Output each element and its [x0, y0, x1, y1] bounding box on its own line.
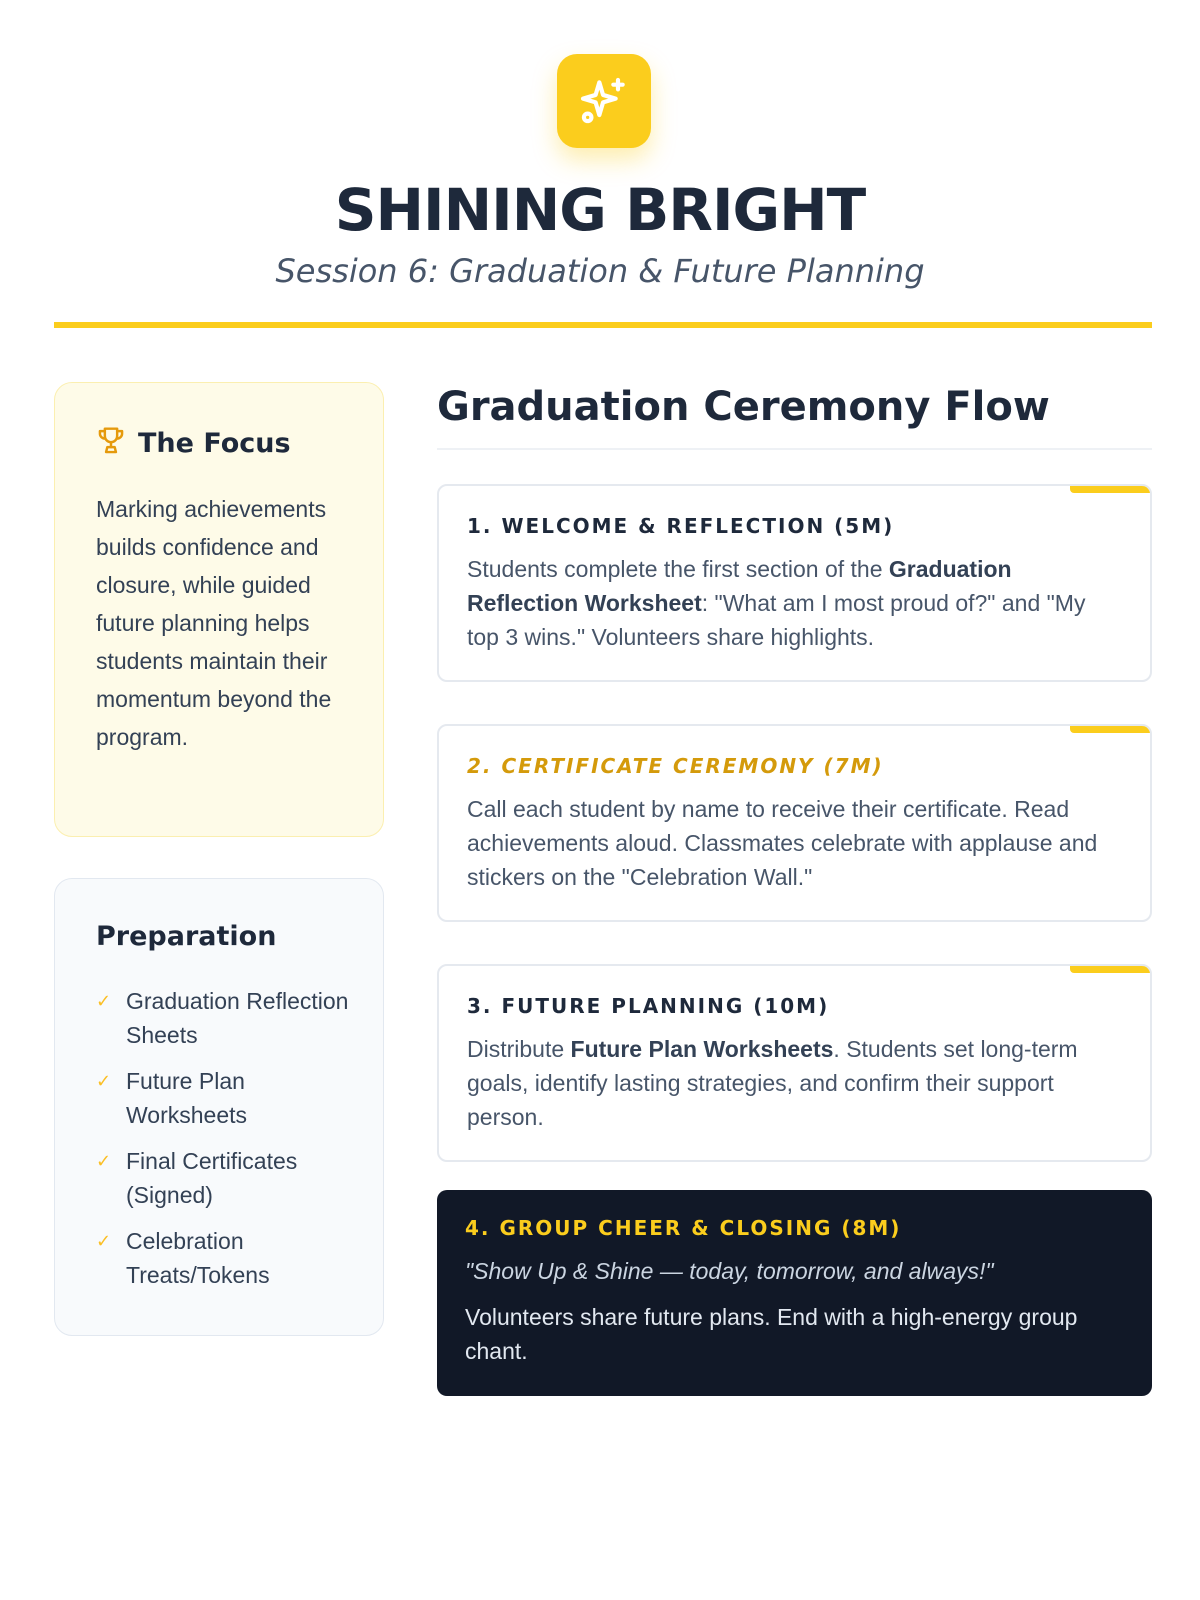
preparation-item-label: Graduation Reflection Sheets [126, 988, 349, 1048]
step-body: Volunteers share future plans. End with a high-energy group chant. [465, 1304, 1078, 1364]
step-accent [1070, 726, 1150, 733]
focus-description: Marking achievements builds confidence and closure, while guided future planning helps students maintain their momentum beyond the program. [96, 496, 332, 750]
step-accent [1070, 966, 1150, 973]
step-quote: "Show Up & Shine — today, tomorrow, and always!" [465, 1258, 994, 1284]
step-card-closing [437, 1190, 1152, 1396]
step-card-welcome [437, 484, 1152, 682]
preparation-item-label: Final Certificates (Signed) [126, 1148, 298, 1208]
step-heading: 1. WELCOME & REFLECTION (5M) [467, 514, 895, 538]
step-heading: 2. CERTIFICATE CEREMONY (7M) [467, 754, 884, 778]
flow-title: Graduation Ceremony Flow [437, 384, 1050, 430]
focus-header [96, 425, 343, 462]
preparation-item [96, 1064, 353, 1132]
step-body: Call each student by name to receive their certificate. Read achievements aloud. Classmates celebrate with applause and stickers on the "Celebration Wall." [467, 796, 1098, 890]
header-divider [54, 322, 1152, 328]
step-heading: 3. FUTURE PLANNING (10M) [467, 994, 830, 1018]
step-body: Students complete the first section of the Graduation Reflection Worksheet: "What am I most proud of?" and "My top 3 wins." Volunteers share highlights. [467, 556, 1086, 650]
focus-title: The Focus [138, 428, 291, 459]
step-heading: 4. GROUP CHEER & CLOSING (8M) [465, 1216, 902, 1240]
flow-divider [437, 448, 1152, 450]
step-body-highlight: Future Plan Worksheets [570, 1036, 834, 1062]
preparation-title: Preparation [96, 921, 277, 952]
step-body-highlight: Graduation Reflection Worksheet [467, 556, 1012, 616]
step-card-certificate [437, 724, 1152, 922]
preparation-item-label: Future Plan Worksheets [126, 1068, 248, 1128]
sparkles-icon [557, 54, 651, 148]
focus-card [54, 382, 384, 837]
check-icon: ✓ [96, 1071, 112, 1091]
preparation-item [96, 1224, 353, 1292]
preparation-item [96, 1144, 353, 1212]
preparation-card [54, 878, 384, 1336]
page-subtitle: Session 6: Graduation & Future Planning [275, 252, 925, 290]
preparation-item [96, 984, 353, 1052]
step-card-future-planning [437, 964, 1152, 1162]
check-icon: ✓ [96, 991, 112, 1011]
check-icon: ✓ [96, 1151, 112, 1171]
check-icon: ✓ [96, 1231, 112, 1251]
step-body: Distribute Future Plan Worksheets. Students set long-term goals, identify lasting strategies, and confirm their support person. [467, 1036, 1078, 1130]
step-accent [1070, 486, 1150, 493]
page-title: SHINING BRIGHT [334, 176, 866, 244]
trophy-icon [96, 425, 126, 462]
preparation-item-label: Celebration Treats/Tokens [126, 1228, 270, 1288]
